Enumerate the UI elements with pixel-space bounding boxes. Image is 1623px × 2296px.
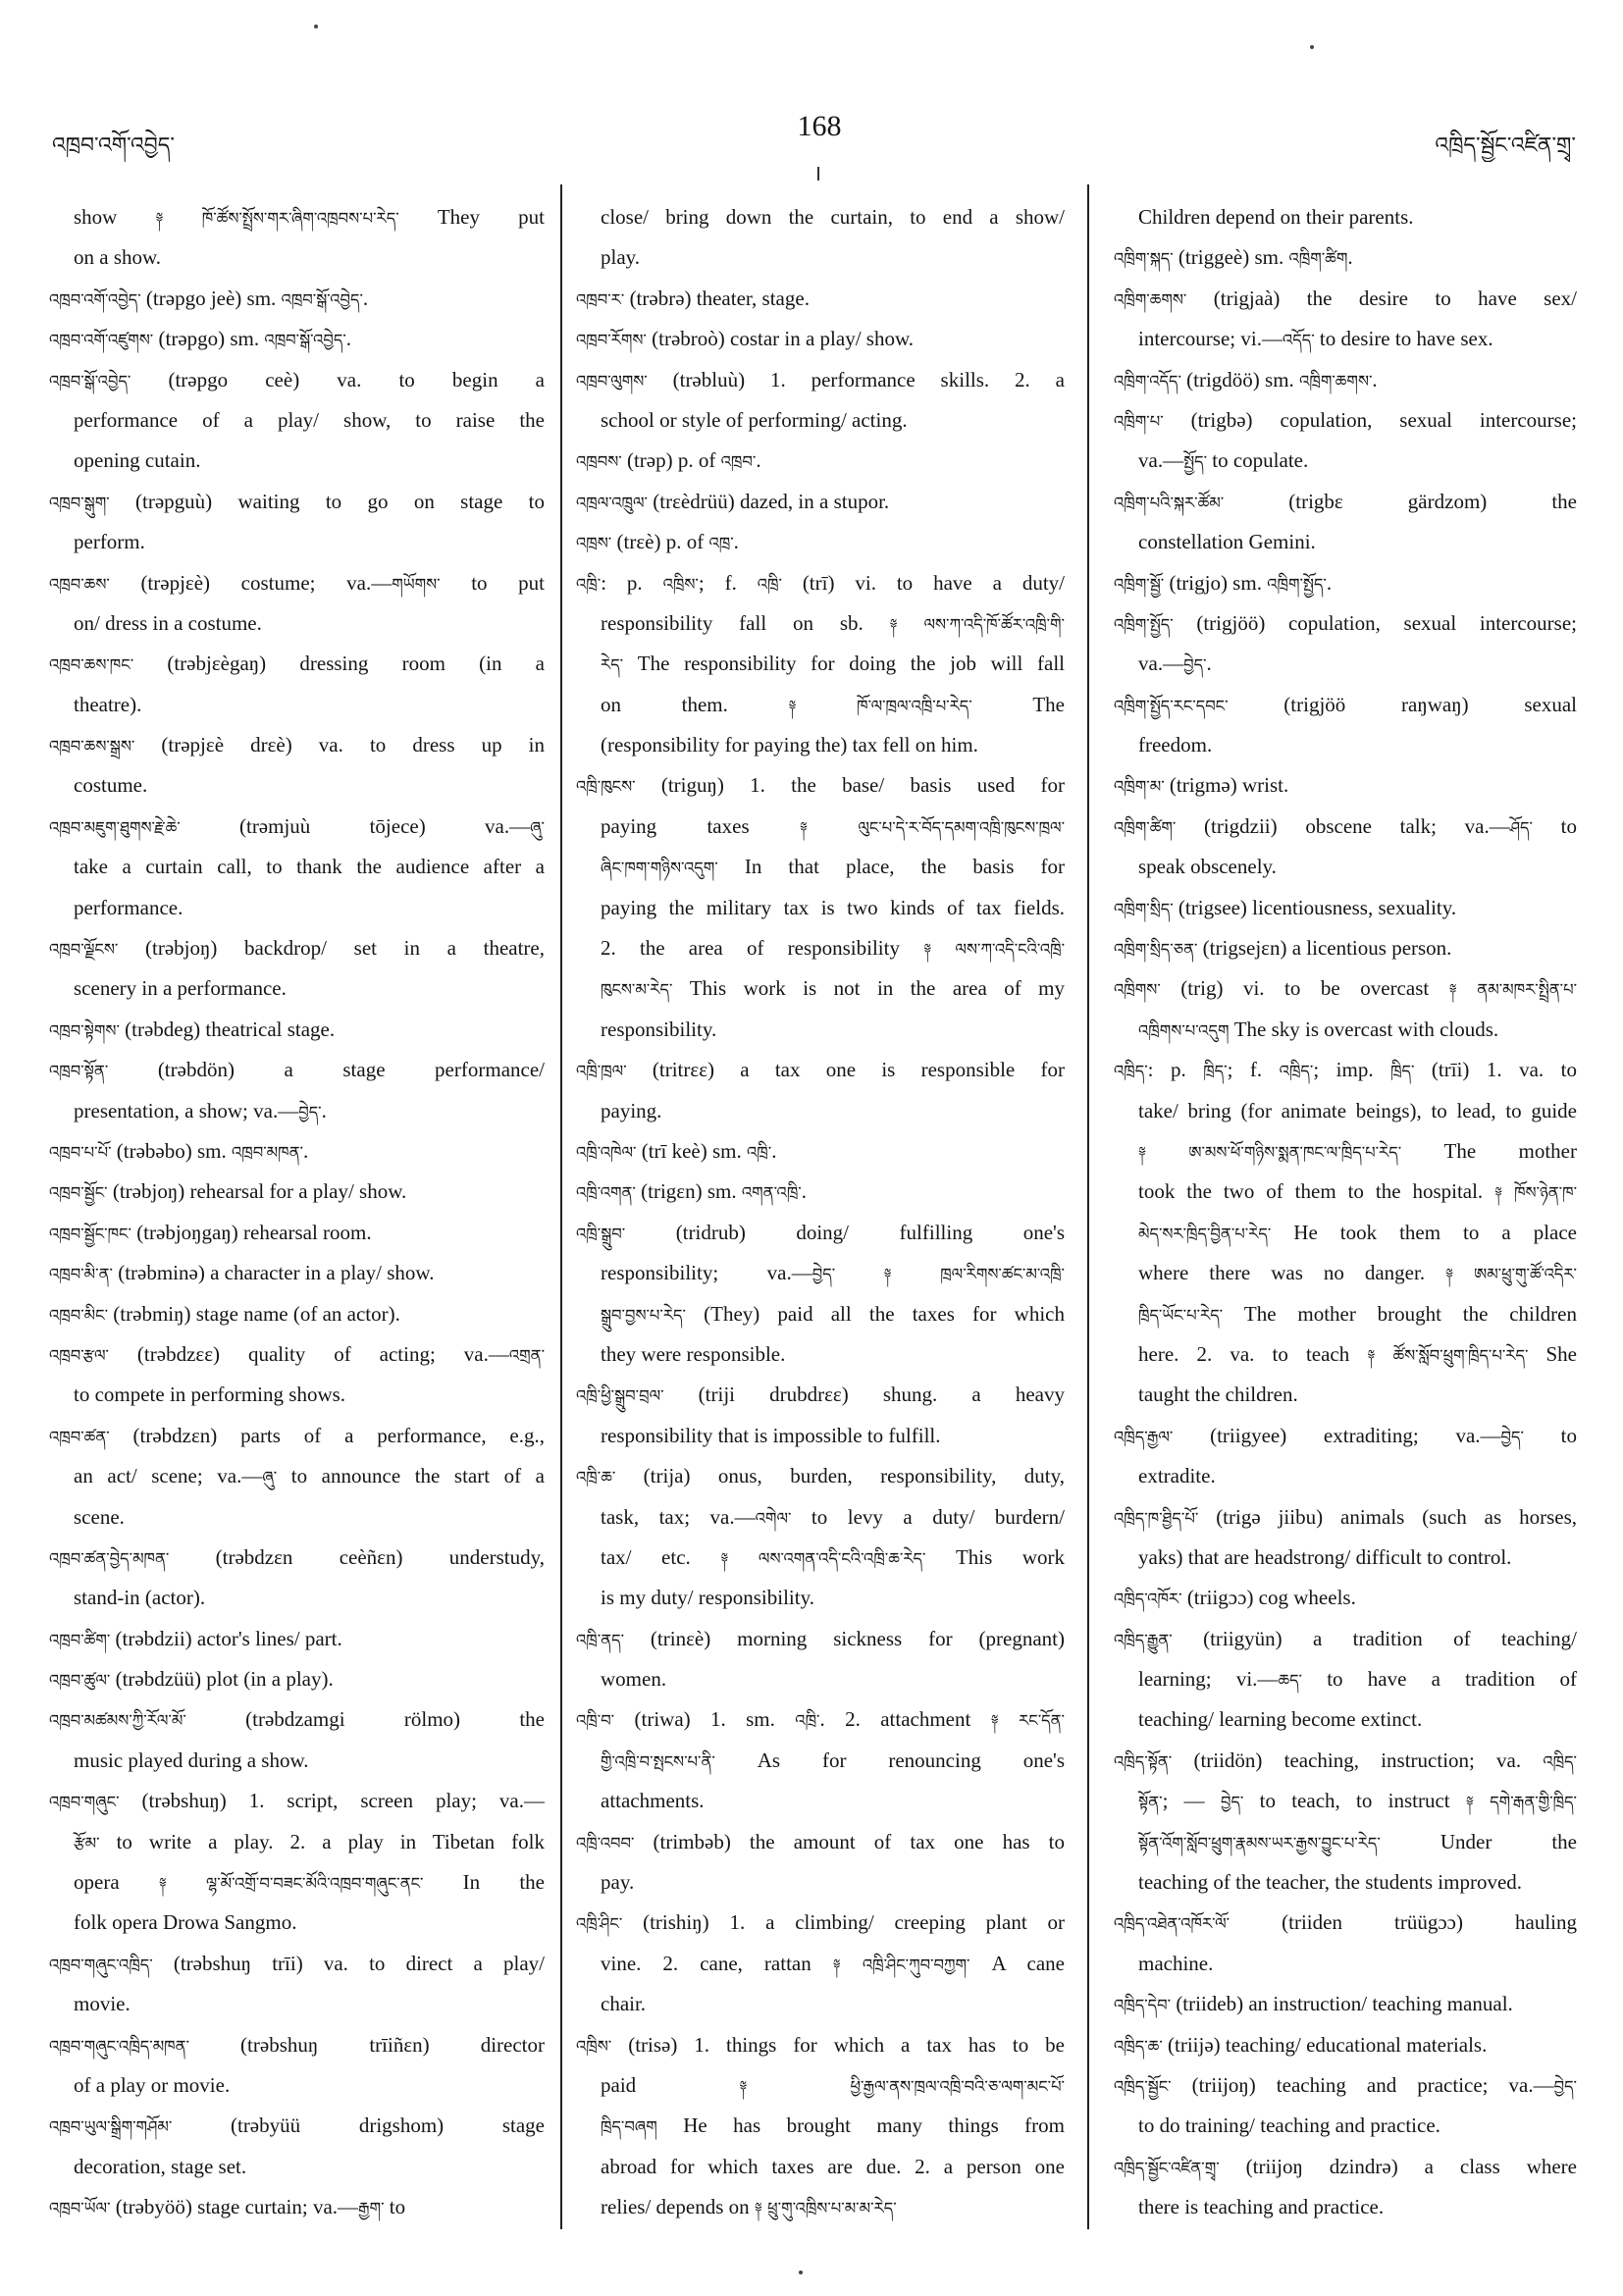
- headword-line: འཁྲི་འགན་ (trigɛn) sm. འགན་འཁྲི་.: [576, 1179, 807, 1204]
- dictionary-entry: [1114, 1741, 1577, 1904]
- dictionary-entry: [49, 1416, 545, 1538]
- headword-line: འཁྲབ་རྩལ་ (trəbdzɛɛ) quality of acting; va.—འགྲན་: [49, 1341, 545, 1366]
- dictionary-entry: [49, 1213, 545, 1253]
- headword-line: འཁྲབ་ཚན་ (trəbdzɛn) parts of a performance, e.g.,: [49, 1423, 545, 1447]
- headword-line: འཁྲི་སྒྲུབ་ (tridrub) doing/ fulfilling one's: [576, 1220, 1065, 1244]
- dictionary-entry: [49, 1944, 545, 2025]
- definition-line: relies/ depends on ༈ ཕྲུ་གུ་འཁྲིས་པ་མ་མ་རེད་: [601, 2195, 897, 2219]
- column-1: [49, 197, 545, 2228]
- headword-line: འཁྲིད་: p. ཁྲིད་; f. འཁྲིད་; imp. ཁྲིད་ (trīi) 1. va. to: [1114, 1058, 1577, 1082]
- headword-line: འཁྲི་ཁུངས་ (triguŋ) 1. the base/ basis used for: [576, 773, 1065, 798]
- dictionary-entry: [576, 1131, 1065, 1172]
- headword-line: འཁྲིད་འཁོར་ (triigɔɔ) cog wheels.: [1114, 1586, 1356, 1610]
- headword-line: འཁྲབ་ལུགས་ (trəbluù) 1. performance skills. 2. a: [576, 367, 1065, 391]
- dictionary-entry: [49, 1253, 545, 1293]
- definition-line: paying the military tax is two kinds of tax fields.: [601, 895, 1065, 919]
- dictionary-entry: [1114, 482, 1577, 563]
- definition-line: stand-in (actor).: [74, 1586, 206, 1610]
- definition-line: take a curtain call, to thank the audience after a: [74, 855, 545, 879]
- headword-line: འཁྲབ་ཆས་ (trəpjɛè) costume; va.—གཡོགས་ to put: [49, 570, 545, 595]
- headword-line: འཁྲབ་གཞུང་འཁྲིད་མཁན་ (trəbshuŋ trīiñɛn) director: [49, 2032, 545, 2057]
- continued-entry: [49, 197, 545, 279]
- dictionary-entry: [49, 482, 545, 563]
- definition-line: task, tax; va.—འགེལ་ to levy a duty/ burdern/: [601, 1504, 1065, 1529]
- dictionary-entry: [1114, 685, 1577, 766]
- definition-line: theatre).: [74, 692, 142, 716]
- definition-line: perform.: [74, 530, 145, 554]
- dictionary-entry: [49, 2025, 545, 2107]
- dictionary-entry: [49, 1172, 545, 1212]
- headword-line: འཁྲབ་མཚམས་ཀྱི་རོལ་མོ་ (trəbdzamgi rölmo) the: [49, 1707, 545, 1732]
- definition-line: གྱི་འཁྲི་བ་སྤངས་པ་ནི་ As for renouncing one's: [601, 1748, 1065, 1772]
- dictionary-entry: [576, 1172, 1065, 1212]
- headword-line: འཁྲས་ (trɛè) p. of འཁྲ་.: [576, 530, 739, 554]
- dictionary-entry: [1114, 237, 1577, 278]
- scan-speck: [1310, 45, 1314, 49]
- headword-line: འཁྲི་འབབ་ (trimbəb) the amount of tax one has to: [576, 1829, 1065, 1853]
- definition-line: they were responsible.: [601, 1341, 786, 1366]
- definition-line: is my duty/ responsibility.: [601, 1586, 814, 1610]
- dictionary-entry: [49, 1659, 545, 1699]
- headword-line: འཁྲིག་སྲིད་ (trigsee) licentiousness, sexuality.: [1114, 895, 1457, 919]
- headword-line: འཁྲིག་སྐད་ (triggeè) sm. འཁྲིག་ཚིག.: [1114, 245, 1353, 270]
- dictionary-entry: [49, 1781, 545, 1944]
- dictionary-entry: [1114, 765, 1577, 806]
- dictionary-entry: [576, 2025, 1065, 2228]
- definition-line: སྟོན་འོག་སློབ་ཕྲུག་རྣམས་ཡར་རྒྱས་བྱུང་པ་རེད་ Under the: [1138, 1829, 1577, 1853]
- definition-line: learning; vi.—ཆད་ to have a tradition of: [1138, 1667, 1577, 1692]
- definition-line: on/ dress in a costume.: [74, 610, 262, 635]
- definition-line: attachments.: [601, 1789, 705, 1813]
- dictionary-entry: [576, 482, 1065, 522]
- dictionary-entry: [1114, 603, 1577, 685]
- headword-line: འཁྲབ་གཞུང་ (trəbshuŋ) 1. script, screen play; va.—: [49, 1789, 545, 1813]
- dictionary-entry: [1114, 1984, 1577, 2024]
- dictionary-entry: [1114, 360, 1577, 400]
- definition-line: to compete in performing shows.: [74, 1383, 346, 1407]
- dictionary-entry: [576, 1619, 1065, 1700]
- headword-line: འཁྲིག་ཚིག་ (trigdzii) obscene talk; va.—ཤོད་ to: [1114, 813, 1577, 838]
- headword-line: འཁྲིག་སྤྱོད་རང་དབང་ (trigjöö raŋwaŋ) sexual: [1114, 692, 1577, 716]
- headword-line: འཁྲབ་མིང་ (trəbmiŋ) stage name (of an actor).: [49, 1301, 400, 1326]
- headword-line: འཁྲབ་འགོ་འཛུགས་ (trəpgo) sm. འཁྲབ་སྒོ་འབྱེད་.: [49, 327, 352, 351]
- definition-line: va.—བྱེད་.: [1138, 652, 1212, 676]
- definition-line: vine. 2. cane, rattan ༈ འཁྲི་ཤིང་ཀུབ་བཀྱག་ A cane: [601, 1951, 1065, 1975]
- headword-line: འཁྲིག་སྦྱོ་ (trigjo) sm. འཁྲིག་སྤྱོད་.: [1114, 570, 1333, 595]
- dictionary-entry: [576, 1375, 1065, 1456]
- headword-line: འཁྲི་: p. འཁྲིས་; f. འཁྲི་ (trī) vi. to have a duty/: [576, 570, 1065, 595]
- headword-line: འཁྲབ་གཞུང་འཁྲིད་ (trəbshuŋ trīi) va. to direct a play/: [49, 1951, 545, 1975]
- definition-line: responsibility; va.—བྱེད་ ༈ ཁྲལ་རིགས་ཚང་མ་འཁྲི་: [601, 1261, 1065, 1285]
- definition-line: Children depend on their parents.: [1138, 205, 1414, 229]
- running-head-first-entry: འཁྲབ་འགོ་འབྱེད་: [52, 133, 175, 157]
- dictionary-entry: [1114, 1050, 1577, 1416]
- headword-line: འཁྲབ་སྒུག་ (trəpguù) waiting to go on stage to: [49, 489, 545, 513]
- dictionary-entry: [576, 279, 1065, 319]
- definition-line: here. 2. va. to teach ༈ ཚོས་སློབ་ཕྲུག་ཁྲིད་པ་རེད་ She: [1138, 1341, 1577, 1366]
- dictionary-entry: [576, 1699, 1065, 1821]
- definition-line: སྟོན་; — བྱེད་ to teach, to instruct ༈ དགེ་རྒན་གྱི་ཁྲིད་: [1138, 1789, 1577, 1813]
- definition-line: presentation, a show; va.—བྱེད་.: [74, 1098, 327, 1122]
- definition-line: play.: [601, 245, 641, 270]
- definition-line: ཁུངས་མ་རེད་ This work is not in the area of my: [601, 976, 1065, 1001]
- dictionary-entry: [1114, 968, 1577, 1050]
- dictionary-entry: [1114, 2025, 1577, 2065]
- definition-line: machine.: [1138, 1951, 1214, 1975]
- dictionary-entry: [49, 644, 545, 725]
- dictionary-entry: [576, 441, 1065, 481]
- headword-line: འཁྲི་ཤིང་ (trishiŋ) 1. a climbing/ creeping plant or: [576, 1910, 1065, 1935]
- definition-line: ༈ ཨ་མས་ཕོ་གཉིས་སྨན་ཁང་ལ་ཁྲིད་པ་རེད་ The mother: [1138, 1138, 1577, 1163]
- definition-line: opening cutain.: [74, 448, 201, 473]
- definition-line: scene.: [74, 1504, 125, 1529]
- definition-line: intercourse; vi.—འདོད་ to desire to have sex.: [1138, 327, 1493, 351]
- definition-line: 2. the area of responsibility ༈ ལས་ཀ་འདི་ངའི་འཁྲི་: [601, 936, 1065, 961]
- scan-speck: [799, 2270, 803, 2274]
- definition-line: on a show.: [74, 245, 162, 270]
- headword-line: འཁྲིག་པའི་སྐར་ཚོམ་ (trigbɛ gärdzom) the: [1114, 489, 1577, 513]
- headword-line: འཁྲབ་སྦྱོང་ (trəbjoŋ) rehearsal for a play/ show.: [49, 1179, 407, 1204]
- dictionary-entry: [49, 928, 545, 1010]
- headword-line: འཁྲབ་མཇུག་ཐུགས་རྗེ་ཆེ་ (trəmjuù tōjece) va.—ཞུ་: [49, 813, 545, 838]
- running-head-last-entry: འཁྲིད་སྦྱོང་འཛིན་གྲྭ་: [1435, 133, 1576, 157]
- definition-line: responsibility.: [601, 1017, 717, 1041]
- headword-line: འཁྲིད་སྦྱོང་འཛིན་གྲྭ་ (triijoŋ dzindrə) a class where: [1114, 2154, 1577, 2178]
- dictionary-entry: [576, 319, 1065, 359]
- dictionary-entry: [576, 765, 1065, 1050]
- page-number: 168: [797, 110, 842, 142]
- dictionary-entry: [49, 1538, 545, 1619]
- dictionary-entry: [1114, 928, 1577, 968]
- continued-entry: [576, 197, 1065, 279]
- dictionary-entry: [576, 1213, 1065, 1376]
- headword-line: འཁྲབ་སྟོན་ (trəbdön) a stage performance/: [49, 1058, 545, 1082]
- continued-entry: [1114, 197, 1577, 237]
- definition-line: school or style of performing/ acting.: [601, 407, 908, 432]
- dictionary-entry: [1114, 888, 1577, 928]
- headword-line: འཁྲིག་པ་ (trigbə) copulation, sexual intercourse;: [1114, 407, 1577, 432]
- definition-line: འཁྲིགས་པ་འདུག The sky is overcast with clouds.: [1138, 1017, 1499, 1041]
- headword-line: འཁྲིད་ཁ་ཐྱིད་པོ་ (trigə jiibu) animals (such as horses,: [1114, 1504, 1577, 1529]
- headword-line: འཁྲིད་སྦྱོང་ (triijoŋ) teaching and practice; va.—བྱེད་: [1114, 2072, 1577, 2097]
- headword-line: འཁྲལ་འཁྲུལ་ (trɛèdrüü) dazed, in a stupor.: [576, 489, 890, 513]
- headword-line: འཁྲབ་ཆས་ཁང་ (trəbjɛègaŋ) dressing room (in a: [49, 652, 545, 676]
- definition-line: chair.: [601, 1992, 647, 2016]
- definition-line: take/ bring (for animate beings), to lead, to guide: [1138, 1098, 1577, 1122]
- definition-line: movie.: [74, 1992, 131, 2016]
- definition-line: teaching of the teacher, the students improved.: [1138, 1870, 1523, 1895]
- headword-line: འཁྲིག་ཆགས་ (trigjaà) the desire to have sex/: [1114, 286, 1577, 310]
- headword-line: འཁྲིག་མ་ (trigmə) wrist.: [1114, 773, 1289, 798]
- headword-line: འཁྲབ་ཡུལ་སྒྲིག་གཤོམ་ (trəbyüü drigshom) stage: [49, 2113, 545, 2138]
- definition-line: decoration, stage set.: [74, 2154, 247, 2178]
- column-3: [1114, 197, 1577, 2228]
- definition-line: responsibility that is impossible to fulfill.: [601, 1423, 941, 1447]
- definition-line: on them. ༈ ཁོ་ལ་ཁྲལ་འཁྲི་པ་རེད་ The: [601, 692, 1065, 716]
- definition-line: རེད་ The responsibility for doing the job will fall: [601, 652, 1065, 676]
- dictionary-entry: [49, 1294, 545, 1334]
- definition-line: performance.: [74, 895, 183, 919]
- definition-line: ཁྲིད་ཡོང་པ་རེད་ The mother brought the children: [1138, 1301, 1577, 1326]
- definition-line: paying taxes ༈ ལུང་པ་དེ་ར་བོད་དམག་འཁྲི་ཁུངས་ཁྲལ་: [601, 813, 1065, 838]
- headword-line: འཁྲབ་ཆས་སྒྲས་ (trəpjɛè drɛè) va. to dress up in: [49, 733, 545, 757]
- dictionary-entry: [576, 563, 1065, 766]
- definition-line: constellation Gemini.: [1138, 530, 1316, 554]
- definition-line: va.—སྤྱོད་ to copulate.: [1138, 448, 1309, 473]
- definition-line: an act/ scene; va.—ཞུ་ to announce the start of a: [74, 1464, 545, 1488]
- headword-line: འཁྲབ་ལྗོངས་ (trəbjoŋ) backdrop/ set in a theatre,: [49, 936, 545, 961]
- headword-line: འཁྲིད་རྒྱལ་ (triigyee) extraditing; va.—བྱེད་ to: [1114, 1423, 1577, 1447]
- headword-line: འཁྲབ་ཚུལ་ (trəbdzüü) plot (in a play).: [49, 1667, 334, 1692]
- definition-line: folk opera Drowa Sangmo.: [74, 1910, 297, 1935]
- headword-line: འཁྲིད་འཐེན་འཁོར་ལོ་ (triiden trüügɔɔ) hauling: [1114, 1910, 1577, 1935]
- definition-line: ཁྲིད་བཞག He has brought many things from: [601, 2113, 1065, 2138]
- dictionary-entry: [1114, 563, 1577, 603]
- headword-line: འཁྲིགས་ (trig) vi. to be overcast ༈ ནམ་མཁར་སྤྲིན་པ་: [1114, 976, 1577, 1001]
- headword-line: འཁྲི་ཕྱི་སྒྲུབ་བྲལ་ (triji drubdrɛɛ) shung. a heavy: [576, 1383, 1065, 1407]
- definition-line: (responsibility for paying the) tax fell on him.: [601, 733, 978, 757]
- dictionary-entry: [1114, 1416, 1577, 1497]
- dictionary-entry: [49, 279, 545, 319]
- dictionary-entry: [1114, 279, 1577, 360]
- definition-line: to do training/ teaching and practice.: [1138, 2113, 1440, 2138]
- dictionary-entry: [576, 1050, 1065, 1131]
- headword-line: འཁྲབ་རོགས་ (trəbroò) costar in a play/ show.: [576, 327, 915, 351]
- definition-line: where there was no danger. ༈ ཨམ་ཕྲུ་གུ་ཚོ་འདིར་: [1138, 1261, 1577, 1285]
- definition-line: took the two of them to the hospital. ༈ ཁོས་ཉེན་ཁ་: [1138, 1179, 1577, 1204]
- dictionary-entry: [49, 1619, 545, 1659]
- headword-line: འཁྲབ་སྒོ་འབྱེད་ (trəpgo ceè) va. to begin a: [49, 367, 545, 391]
- dictionary-entry: [576, 522, 1065, 562]
- headword-line: འཁྲབས་ (trəp) p. of འཁྲབ་.: [576, 448, 761, 473]
- headword-line: འཁྲབ་པ་པོ་ (trəbəbo) sm. འཁྲབ་མཁན་.: [49, 1138, 309, 1163]
- headword-line: འཁྲབ་ར་ (trəbrə) theater, stage.: [576, 286, 810, 310]
- dictionary-entry: [49, 1050, 545, 1131]
- dictionary-entry: [1114, 807, 1577, 888]
- definition-line: costume.: [74, 773, 148, 798]
- dictionary-entry: [576, 1822, 1065, 1904]
- headword-line: འཁྲིད་ཆ་ (triijə) teaching/ educational materials.: [1114, 2032, 1488, 2057]
- definition-line: show ༈ ཁོ་ཚོས་སྤྲོས་གར་ཞིག་འཁྲབས་པ་རེད་ They put: [74, 205, 545, 229]
- definition-line: taught the children.: [1138, 1383, 1298, 1407]
- definition-line: opera ༈ ལྷ་མོ་འགྲོ་བ་བཟང་མོའི་འཁྲབ་གཞུང་ནང་ In the: [74, 1870, 545, 1895]
- definition-line: teaching/ learning become extinct.: [1138, 1707, 1423, 1732]
- definition-line: responsibility fall on sb. ༈ ལས་ཀ་འདི་ཁོ་ཚོར་འཁྲི་གི་: [601, 610, 1065, 635]
- definition-line: close/ bring down the curtain, to end a show/: [601, 205, 1065, 229]
- dictionary-entry: [1114, 2147, 1577, 2228]
- definition-line: scenery in a performance.: [74, 976, 287, 1001]
- definition-line: abroad for which taxes are due. 2. a person one: [601, 2154, 1065, 2178]
- headword-line: འཁྲི་ནད་ (trinɛè) morning sickness for (pregnant): [576, 1626, 1065, 1650]
- headword-line: འཁྲི་ཆ་ (trija) onus, burden, responsibility, duty,: [576, 1464, 1065, 1488]
- dictionary-entry: [49, 1334, 545, 1416]
- definition-line: performance of a play/ show, to raise the: [74, 407, 545, 432]
- definition-line: ཞིང་ཁག་གཉིས་འདུག་ In that place, the basis for: [601, 855, 1065, 879]
- dictionary-entry: [1114, 1619, 1577, 1741]
- headword-line: འཁྲི་ཁྲལ་ (tritrɛɛ) a tax one is responsible for: [576, 1058, 1065, 1082]
- dictionary-entry: [49, 1010, 545, 1050]
- definition-line: མེད་སར་ཁྲིད་བྱིན་པ་རེད་ He took them to a place: [1138, 1220, 1577, 1244]
- definition-line: speak obscenely.: [1138, 855, 1277, 879]
- scan-speck: [314, 25, 318, 28]
- dictionary-entry: [576, 1903, 1065, 2024]
- dictionary-entry: [49, 2187, 545, 2227]
- headword-line: འཁྲབ་ཡོལ་ (trəbyöö) stage curtain; va.—རྒྱག་ to: [49, 2195, 406, 2219]
- headword-line: འཁྲབ་སྦྱོང་ཁང་ (trəbjoŋgaŋ) rehearsal room.: [49, 1220, 372, 1244]
- headword-line: འཁྲིག་འདོད་ (trigdöö) sm. འཁྲིག་ཆགས་.: [1114, 367, 1378, 391]
- dictionary-entry: [49, 1699, 545, 1781]
- column-2: [576, 197, 1065, 2228]
- dictionary-entry: [1114, 400, 1577, 482]
- definition-line: སྒྲུབ་བྱས་པ་རེད་ (They) paid all the taxes for which: [601, 1301, 1065, 1326]
- dictionary-entry: [49, 360, 545, 482]
- column-divider: [1087, 184, 1089, 2229]
- definition-line: རྩོམ་ to write a play. 2. a play in Tibetan folk: [74, 1829, 545, 1853]
- dictionary-entry: [1114, 1497, 1577, 1579]
- headword-line: འཁྲིག་སྤྱོད་ (trigjöö) copulation, sexual intercourse;: [1114, 610, 1577, 635]
- definition-line: women.: [601, 1667, 667, 1692]
- headword-line: འཁྲིས་ (trisə) 1. things for which a tax has to be: [576, 2032, 1065, 2057]
- headword-line: འཁྲབ་འགོ་འབྱེད་ (trəpgo jeè) sm. འཁྲབ་སྒོ་འབྱེད་.: [49, 286, 369, 310]
- definition-line: paying.: [601, 1098, 662, 1122]
- column-divider: [560, 184, 562, 2229]
- headword-line: འཁྲི་བ་ (triwa) 1. sm. འཁྲི་. 2. attachment ༈ རང་དོན་: [576, 1707, 1065, 1732]
- headword-line: འཁྲིད་དེབ་ (triideb) an instruction/ teaching manual.: [1114, 1992, 1513, 2016]
- definition-line: there is teaching and practice.: [1138, 2195, 1385, 2219]
- definition-line: yaks) that are headstrong/ difficult to control.: [1138, 1544, 1512, 1569]
- definition-line: tax/ etc. ༈ ལས་འགན་འདི་ངའི་འཁྲི་ཆ་རེད་ This work: [601, 1544, 1065, 1569]
- dictionary-entry: [49, 1131, 545, 1172]
- definition-line: freedom.: [1138, 733, 1213, 757]
- dictionary-entry: [49, 807, 545, 928]
- headword-line: འཁྲབ་སྟེགས་ (trəbdeg) theatrical stage.: [49, 1017, 336, 1041]
- definition-line: music played during a show.: [74, 1748, 309, 1772]
- dictionary-entry: [49, 2106, 545, 2187]
- headword-line: འཁྲབ་མི་ན་ (trəbminə) a character in a play/ show.: [49, 1261, 435, 1285]
- dictionary-entry: [49, 563, 545, 645]
- headword-line: འཁྲི་འཁེལ་ (trī keè) sm. འཁྲི་.: [576, 1138, 777, 1163]
- dictionary-entry: [49, 725, 545, 807]
- dictionary-entry: [49, 319, 545, 359]
- headword-line: འཁྲབ་ཚན་བྱེད་མཁན་ (trəbdzɛn ceèñɛn) understudy,: [49, 1544, 545, 1569]
- headword-line: འཁྲིད་སྟོན་ (triidön) teaching, instruction; va. འཁྲིད་: [1114, 1748, 1577, 1772]
- dictionary-entry: [576, 1456, 1065, 1619]
- definition-line: paid ༈ ཕྱི་རྒྱལ་ནས་ཁྲལ་འཁྲི་བའི་ཅ་ལག་མང་པོ་: [601, 2072, 1065, 2097]
- headword-line: འཁྲིད་རྒྱུན་ (triigyün) a tradition of teaching/: [1114, 1626, 1577, 1650]
- dictionary-entry: [1114, 1578, 1577, 1618]
- dictionary-entry: [1114, 1903, 1577, 1984]
- headword-line: འཁྲབ་ཚིག་ (trəbdzii) actor's lines/ part.: [49, 1626, 342, 1650]
- headword-line: འཁྲིག་སྲིད་ཅན་ (trigsejɛn) a licentious person.: [1114, 936, 1452, 961]
- scan-mark: [817, 167, 819, 181]
- dictionary-entry: [1114, 2065, 1577, 2147]
- definition-line: of a play or movie.: [74, 2072, 231, 2097]
- definition-line: extradite.: [1138, 1464, 1216, 1488]
- dictionary-entry: [576, 360, 1065, 442]
- definition-line: pay.: [601, 1870, 635, 1895]
